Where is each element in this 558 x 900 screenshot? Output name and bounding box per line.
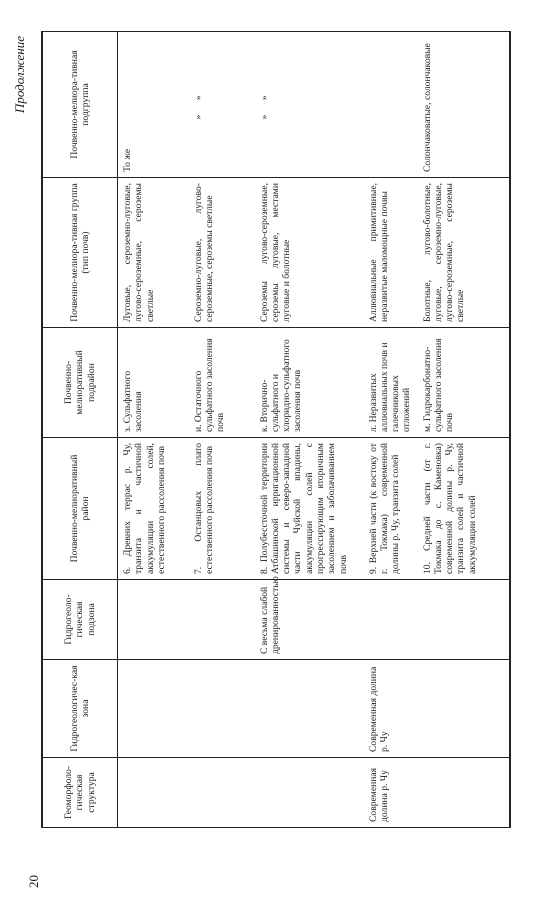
cell-group: Болотные, лугово-болотные, луговые, сероземно-луговые, лугово-сероземные, сероземы светлые bbox=[418, 178, 511, 328]
table-row bbox=[364, 32, 418, 828]
page-number: 20 bbox=[26, 875, 41, 888]
header-reclamation-subregion: Почвенно-мелиоративный подрайон bbox=[42, 328, 118, 438]
table-row bbox=[189, 32, 255, 828]
cell-structure: Современная долина р. Чу bbox=[364, 758, 418, 828]
cell-subregion: л. Неразвитых аллювиальных почв и галечниковых отложений bbox=[364, 328, 418, 438]
cell-region: 7. Останцовых плато естественного рассоления почв bbox=[189, 438, 255, 580]
cell-subregion: з. Сульфатного засоления bbox=[118, 328, 189, 438]
table-row bbox=[418, 32, 511, 828]
cell-zone bbox=[189, 660, 255, 758]
cell-zone bbox=[118, 660, 189, 758]
header-soil-group: Почвенно-мелиора-тивная группа (тип почв) bbox=[42, 178, 118, 328]
cell-subzone bbox=[189, 580, 255, 660]
cell-group: Сероземы лугово-сероземные, сероземы луговые, местами луговые и болотные bbox=[255, 178, 364, 328]
cell-subgroup bbox=[189, 32, 255, 178]
cell-subregion: м. Гидрокарбонатно-сульфатного засоления почв bbox=[418, 328, 511, 438]
cell-region: 10. Средней части (от г. Токмака до с. Каменовка) современной долины р. Чу, транзита солей и частичной аккумуляции солей bbox=[418, 438, 511, 580]
cell-subregion: к. Вторично-сульфатного и хлоридно-сульфатного засоления почв bbox=[255, 328, 364, 438]
cell-group: Аллювиальные примитивные, неразвитые маломощные почвы bbox=[364, 178, 418, 328]
table-header-row bbox=[42, 32, 118, 828]
continuation-label: Продолжение bbox=[12, 36, 27, 114]
cell-zone bbox=[418, 660, 511, 758]
cell-group: Сероземно-луговые, лугово-сероземные, сероземы светлые bbox=[189, 178, 255, 328]
cell-subgroup bbox=[364, 32, 418, 178]
cell-structure bbox=[418, 758, 511, 828]
soil-reclamation-table bbox=[41, 31, 511, 828]
cell-subgroup bbox=[255, 32, 364, 178]
cell-zone: Современная долина р. Чу bbox=[364, 660, 418, 758]
header-reclamation-region: Почвенно-мелиоративный район bbox=[42, 438, 118, 580]
cell-subgroup: То же bbox=[118, 32, 189, 178]
cell-subzone bbox=[364, 580, 418, 660]
header-geomorph-structure: Геоморфоло-гическая структура bbox=[42, 758, 118, 828]
cell-structure bbox=[189, 758, 255, 828]
cell-subzone bbox=[118, 580, 189, 660]
ditto-mark: » » bbox=[192, 89, 204, 120]
cell-structure bbox=[118, 758, 189, 828]
cell-group: Луговые, сероземно-луговые, лугово-сероземные, сероземы светлые bbox=[118, 178, 189, 328]
cell-subzone: С весьма слабой дренированностью bbox=[255, 580, 364, 660]
header-hydro-subzone: Гидрогеоло-гическая подзона bbox=[42, 580, 118, 660]
cell-region: 6. Древних террас р. Чу, транзита и частичной аккумуляции солей, естественного рассоления почв bbox=[118, 438, 189, 580]
ditto-mark: » » bbox=[258, 89, 270, 120]
cell-subregion: и. Остаточного сульфатного засоления почв bbox=[189, 328, 255, 438]
cell-structure bbox=[255, 758, 364, 828]
header-hydro-zone: Гидрогеологичес-кая зона bbox=[42, 660, 118, 758]
table-row bbox=[255, 32, 364, 828]
table-row bbox=[118, 32, 189, 828]
cell-region: 9. Верхней части (к востоку от г. Токмака) современной долины р. Чу, транзита солей bbox=[364, 438, 418, 580]
cell-region: 8. Полубессточной территории Атбашинской ирригационной системы и северо-западной части Чуйской впадины, аккумуляции солей с прогрессирующим вторичным засолением и заболачиванием почв bbox=[255, 438, 364, 580]
cell-subzone bbox=[418, 580, 511, 660]
header-soil-subgroup: Почвенно-мелиора-тивная подгруппа bbox=[42, 32, 118, 178]
cell-zone bbox=[255, 660, 364, 758]
cell-subgroup: Солончаковатые, солончаковые bbox=[418, 32, 511, 178]
